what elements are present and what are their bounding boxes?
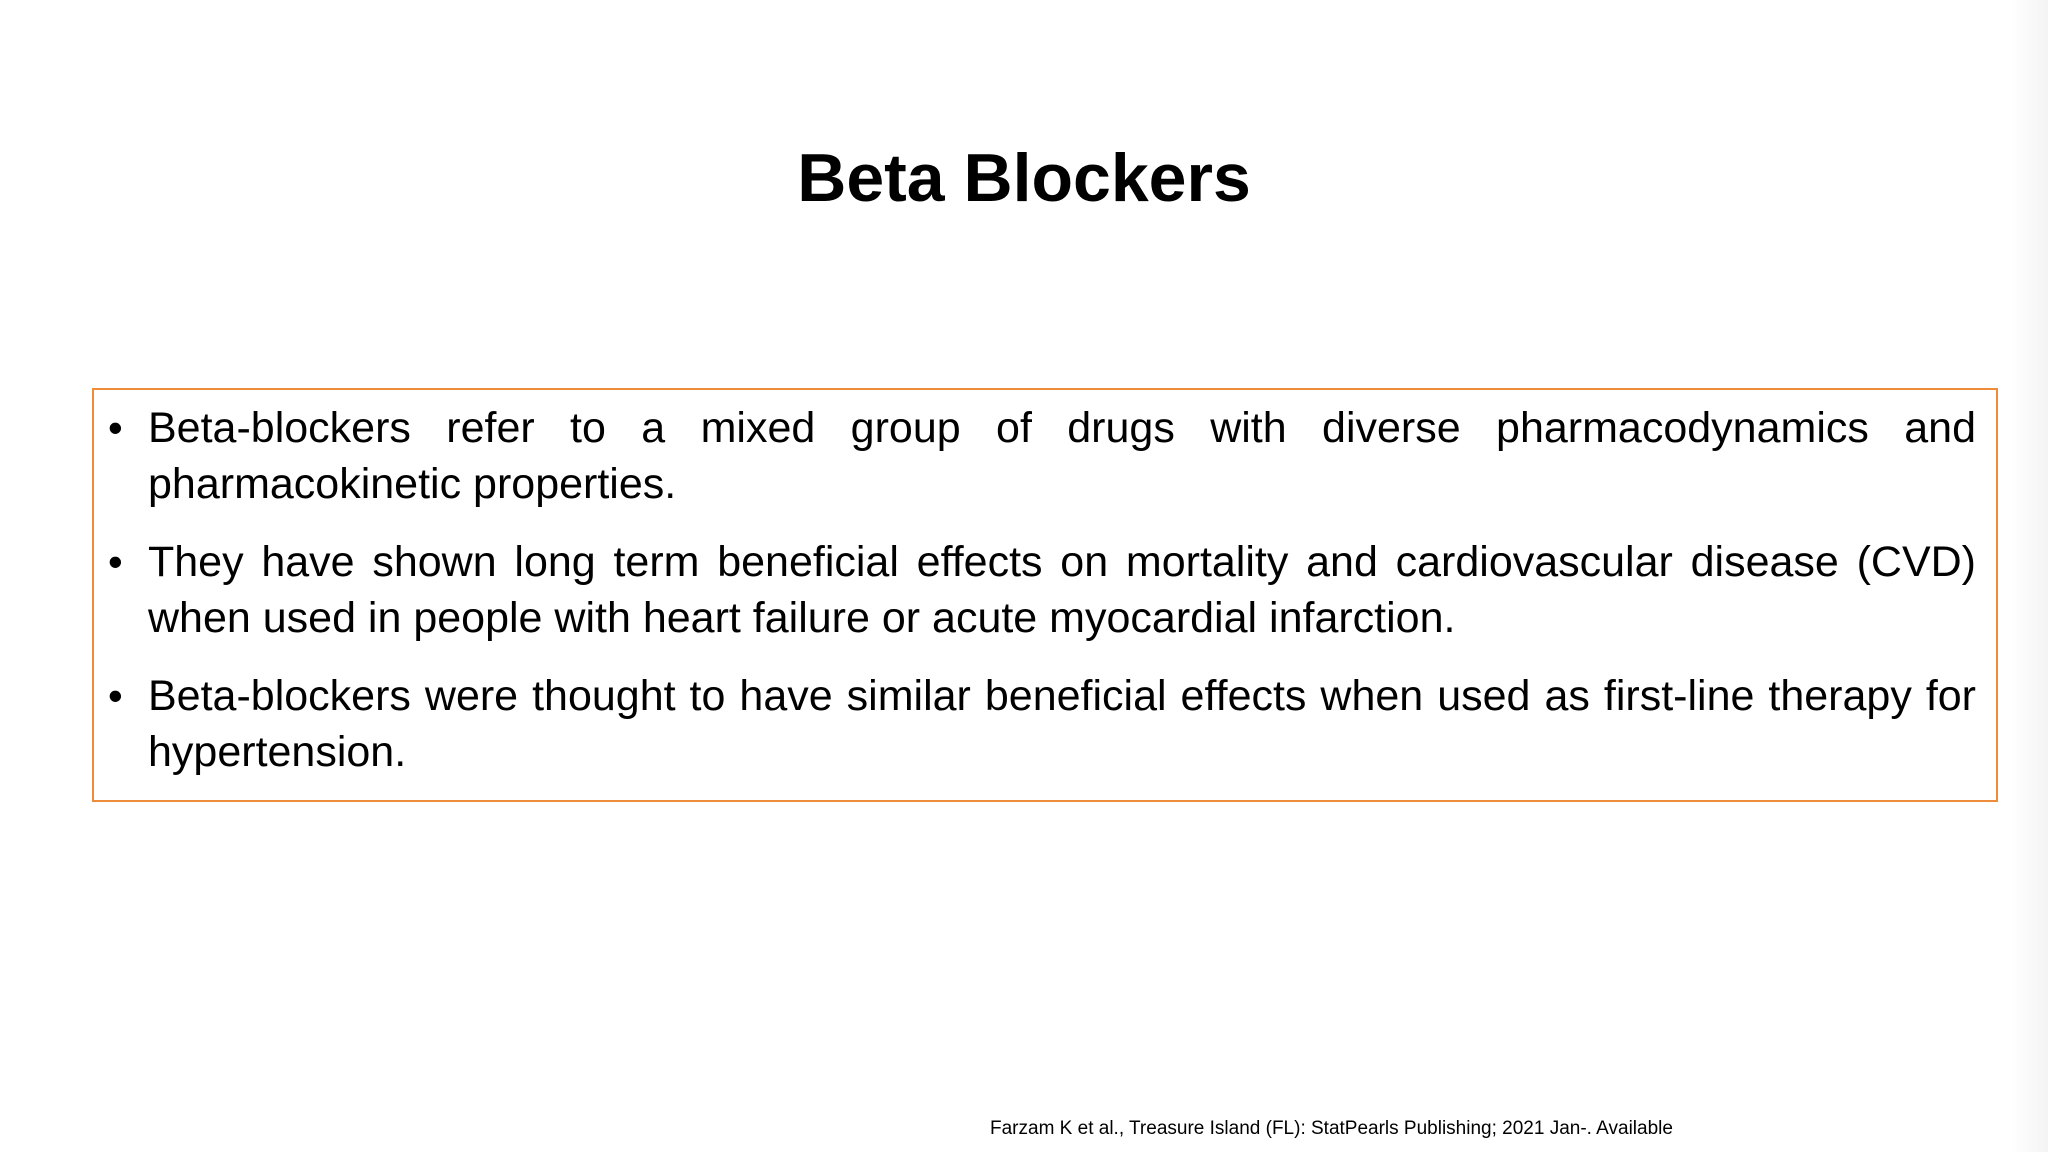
bullet-text: Beta-blockers refer to a mixed group of drugs with diverse pharmacodynamics and pharmacokinetic properties. bbox=[148, 404, 1976, 508]
bullet-text: They have shown long term beneficial effects on mortality and cardiovascular disease (CVD) when used in people with heart failure or acute myocardial infarction. bbox=[148, 538, 1976, 642]
bullet-icon: • bbox=[108, 538, 123, 585]
slide-title: Beta Blockers bbox=[797, 140, 1251, 216]
bullet-box bbox=[92, 388, 1998, 802]
list-item bbox=[108, 668, 1976, 780]
bullet-icon: • bbox=[108, 672, 123, 719]
bullet-list bbox=[108, 400, 1976, 802]
bullet-text: Beta-blockers were thought to have similar beneficial effects when used as first-line therapy for hypertension. bbox=[148, 672, 1976, 776]
list-item bbox=[108, 400, 1976, 512]
bullet-icon: • bbox=[108, 404, 123, 451]
list-item bbox=[108, 534, 1976, 646]
citation-text: Farzam K et al., Treasure Island (FL): StatPearls Publishing; 2021 Jan-. Available bbox=[990, 1118, 1673, 1139]
